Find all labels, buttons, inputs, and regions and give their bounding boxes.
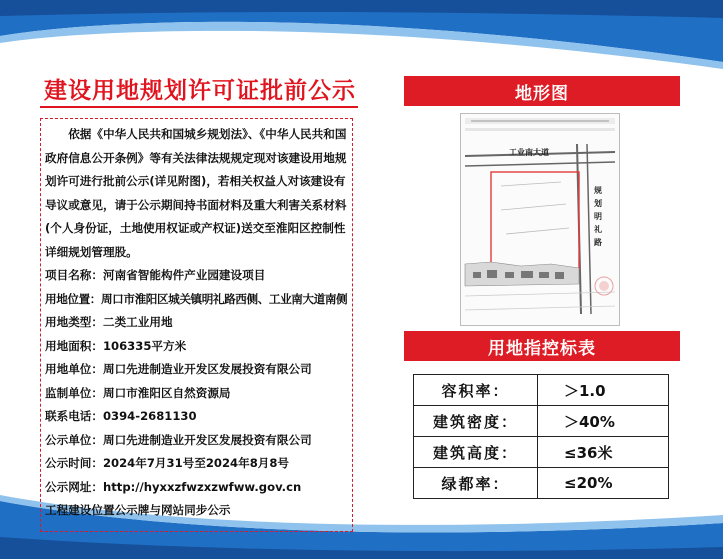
field-label: 联系电话： bbox=[45, 409, 103, 423]
field-label: 用地位置： bbox=[45, 291, 101, 306]
field-label: 监制单位： bbox=[45, 385, 103, 400]
indicator-value: ＞40% bbox=[538, 406, 669, 437]
notice-body bbox=[40, 118, 353, 532]
table-row bbox=[414, 406, 669, 437]
indicator-table bbox=[413, 374, 669, 499]
field-value: 周口市淮阳区自然资源局 bbox=[102, 385, 231, 400]
field-value: 二类工业用地 bbox=[102, 315, 173, 329]
indicator-label: 绿都率： bbox=[414, 468, 538, 499]
notice-intro: 依据《中华人民共和国城乡规划法》、《中华人民共和国政府信息公开条例》等有关法律法规规定现对该建设用地规划许可进行批前公示(详见附图)，若相关权益人对该建设有导议或意见，请于公示期间持书面材料及重大利害关系材料(个人身份证，土地使用权证或产权证)送交至淮阳区控制性详细规划管理股。 bbox=[45, 127, 347, 259]
field-label: 公示单位： bbox=[45, 432, 103, 447]
topographic-map bbox=[460, 113, 620, 326]
notice-footer: 工程建设位置公示牌与网站同步公示 bbox=[45, 503, 231, 517]
field-label: 用地单位： bbox=[45, 362, 103, 376]
field-row bbox=[45, 476, 350, 500]
field-value: 0394-2681130 bbox=[102, 409, 197, 423]
indicator-title: 用地指控标表 bbox=[404, 331, 680, 361]
field-row bbox=[45, 288, 350, 312]
title-underline bbox=[40, 106, 358, 108]
indicator-label: 容积率： bbox=[414, 375, 538, 406]
field-value: 河南省智能构件产业园建设项目 bbox=[102, 268, 266, 282]
map-road-right-label: 规划明礼路 bbox=[594, 186, 602, 247]
field-label: 公示时间： bbox=[45, 456, 103, 470]
top-frame-decoration bbox=[0, 0, 723, 82]
table-row bbox=[414, 468, 669, 499]
table-row bbox=[414, 437, 669, 468]
field-label: 公示网址： bbox=[45, 479, 103, 494]
notice-title: 建设用地规划许可证批前公示 bbox=[44, 78, 356, 104]
website-link[interactable]: http://hyxxzfwzxzwfww.gov.cn bbox=[102, 479, 302, 494]
field-row bbox=[45, 452, 350, 476]
field-row bbox=[45, 358, 350, 382]
field-label: 用地面积： bbox=[45, 338, 103, 353]
indicator-value: ≤20% bbox=[538, 468, 669, 499]
field-row bbox=[45, 429, 350, 453]
field-row bbox=[45, 382, 350, 406]
field-row bbox=[45, 405, 350, 429]
field-row bbox=[45, 264, 350, 288]
map-title: 地形图 bbox=[404, 76, 680, 106]
indicator-label: 建筑密度： bbox=[414, 406, 538, 437]
map-road-top-label: 工业南大道 bbox=[509, 148, 549, 157]
field-row bbox=[45, 311, 350, 335]
field-value: 周口先进制造业开发区发展投资有限公司 bbox=[102, 432, 312, 447]
table-row bbox=[414, 375, 669, 406]
field-value: 2024年7月31号至2024年8月8号 bbox=[102, 456, 290, 470]
field-label: 项目名称： bbox=[45, 268, 103, 282]
field-value: 106335平方米 bbox=[102, 338, 187, 353]
field-value: 周口先进制造业开发区发展投资有限公司 bbox=[102, 362, 312, 376]
field-row bbox=[45, 335, 350, 359]
indicator-value: ＞1.0 bbox=[538, 375, 669, 406]
indicator-value: ≤36米 bbox=[538, 437, 669, 468]
field-value: 周口市淮阳区城关镇明礼路西侧、工业南大道南侧 bbox=[100, 291, 348, 306]
field-label: 用地类型： bbox=[45, 315, 103, 329]
indicator-label: 建筑高度： bbox=[414, 437, 538, 468]
